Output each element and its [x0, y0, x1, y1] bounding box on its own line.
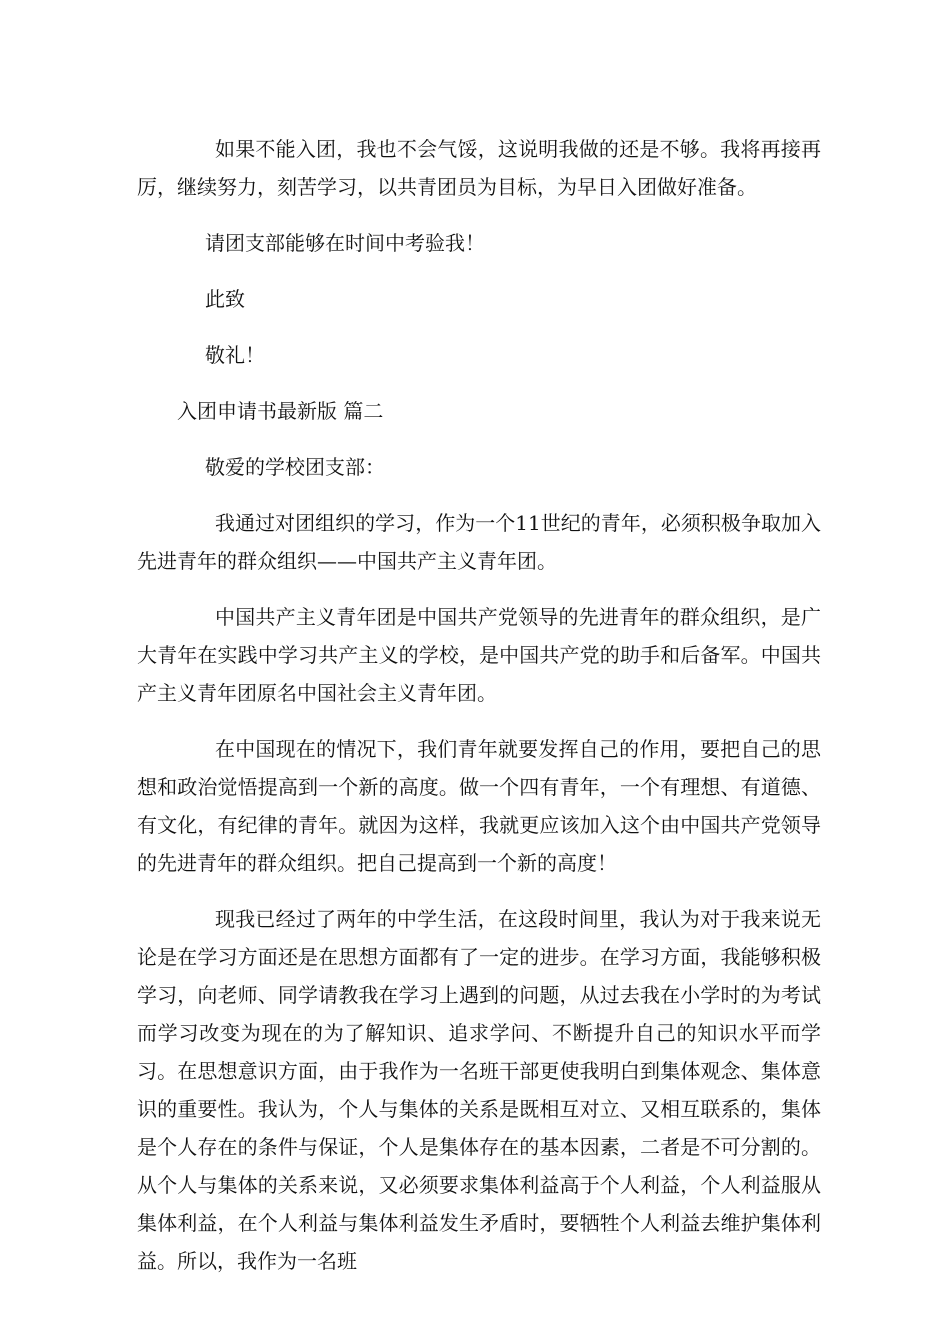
paragraph-study-organization: 我通过对团组织的学习，作为一个11世纪的青年，必须积极争取加入先进青年的群众组织——中国共产主义青年团。 [137, 511, 821, 573]
paragraph-middle-school-life: 现我已经过了两年的中学生活，在这段时间里，我认为对于我来说无论是在学习方面还是在思想方面都有了一定的进步。在学习方面，我能够积极学习，向老师、同学请教我在学习上遇到的问题，从过去我在小学时的为考试而学习改变为现在的为了解知识、追求学问、不断提升自己的知识水平而学习。在思想意识方面，由于我作为一名班干部更使我明白到集体观念、集体意识的重要性。我认为，个人与集体的关系是既相互对立、又相互联系的，集体是个人存在的条件与保证，个人是集体存在的基本因素，二者是不可分割的。从个人与集体的关系来说，又必须要求集体利益高于个人利益，个人利益服从集体利益，在个人利益与集体利益发生矛盾时，要牺牲个人利益去维护集体利益。所以，我作为一名班 [137, 907, 821, 1273]
closing-jingli: 敬礼！ [205, 343, 265, 367]
section-heading: 入团申请书最新版 篇二 [177, 399, 384, 423]
paragraph-request-test: 请团支部能够在时间中考验我！ [205, 231, 485, 255]
closing-cizhi: 此致 [205, 287, 245, 311]
salutation: 敬爱的学校团支部： [205, 455, 385, 479]
document-body [137, 130, 821, 1298]
paragraph-league-intro: 中国共产主义青年团是中国共产党领导的先进青年的群众组织，是广大青年在实践中学习共产主义的学校，是中国共产党的助手和后备军。中国共产主义青年团原名中国社会主义青年团。 [137, 605, 821, 705]
paragraph-youth-role: 在中国现在的情况下，我们青年就要发挥自己的作用，要把自己的思想和政治觉悟提高到一个新的高度。做一个四有青年，一个有理想、有道德、有文化，有纪律的青年。就因为这样，我就更应该加入这个由中国共产党领导的先进青年的群众组织。把自己提高到一个新的高度！ [137, 737, 821, 875]
paragraph-not-discouraged: 如果不能入团，我也不会气馁，这说明我做的还是不够。我将再接再厉，继续努力，刻苦学习，以共青团员为目标，为早日入团做好准备。 [137, 137, 821, 199]
